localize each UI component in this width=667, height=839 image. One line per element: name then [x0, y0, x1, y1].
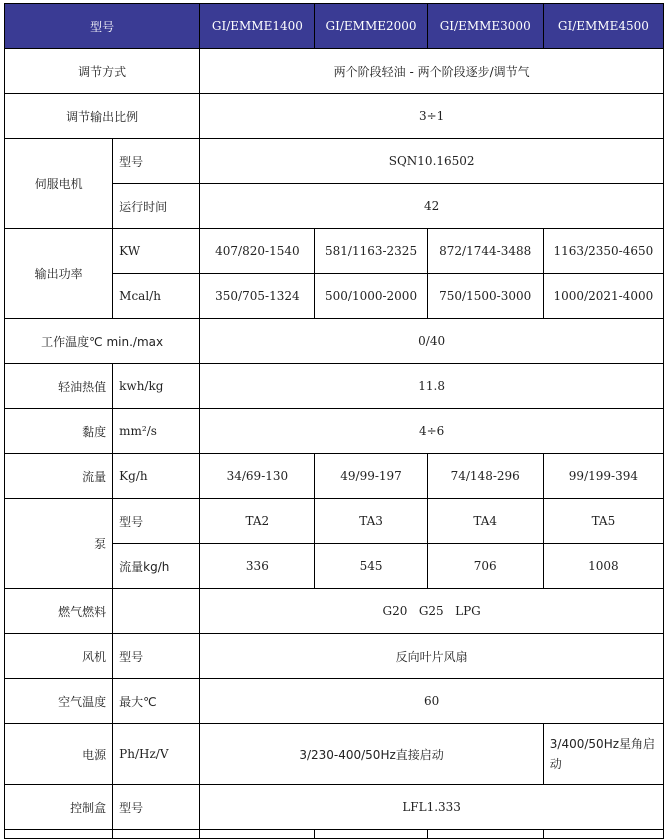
pump-flow-value: 545 — [315, 544, 427, 589]
flow-unit: Kg/h — [113, 454, 200, 499]
pump-model-value: TA5 — [543, 499, 663, 544]
viscosity-label: 黏度 — [5, 409, 113, 454]
viscosity-unit: mm²/s — [113, 409, 200, 454]
air-temp-row — [5, 679, 664, 724]
header-row — [5, 4, 664, 49]
output-kw-row — [5, 229, 664, 274]
flow-value: 74/148-296 — [427, 454, 543, 499]
regulation-mode-row — [5, 49, 664, 94]
power-supply-sub: Ph/Hz/V — [113, 724, 200, 785]
gas-fuel-sub — [113, 589, 200, 634]
output-mcal-label: Mcal/h — [113, 274, 200, 319]
power-supply-row — [5, 724, 664, 785]
header-col-1400: GI/EMME1400 — [200, 4, 315, 49]
output-mcal-value: 350/705-1324 — [200, 274, 315, 319]
fan-row — [5, 634, 664, 679]
gas-fuel-value: G20 G25 LPG — [200, 589, 664, 634]
flow-value: 99/199-394 — [543, 454, 663, 499]
flow-row — [5, 454, 664, 499]
header-col-2000: GI/EMME2000 — [315, 4, 427, 49]
working-temp-row — [5, 319, 664, 364]
oil-heat-unit: kwh/kg — [113, 364, 200, 409]
output-kw-value: 872/1744-3488 — [427, 229, 543, 274]
servo-motor-label: 伺服电机 — [5, 139, 113, 229]
flow-value: 34/69-130 — [200, 454, 315, 499]
working-temp-label: 工作温度℃ min./max — [5, 319, 200, 364]
pump-model-value: TA3 — [315, 499, 427, 544]
header-col-3000: GI/EMME3000 — [427, 4, 543, 49]
pump-model-value: TA4 — [427, 499, 543, 544]
servo-model-row — [5, 139, 664, 184]
output-kw-value: 407/820-1540 — [200, 229, 315, 274]
oil-heat-label: 轻油热值 — [5, 364, 113, 409]
gas-fuel-label: 燃气燃料 — [5, 589, 113, 634]
oil-heat-row — [5, 364, 664, 409]
output-ratio-value: 3÷1 — [200, 94, 664, 139]
air-temp-label: 空气温度 — [5, 679, 113, 724]
control-box-row — [5, 785, 664, 830]
control-box-value: LFL1.333 — [200, 785, 664, 830]
power-supply-label: 电源 — [5, 724, 113, 785]
pump-flow-label: 流量kg/h — [113, 544, 200, 589]
servo-model-label: 型号 — [113, 139, 200, 184]
gas-fuel-row — [5, 589, 664, 634]
output-power-label: 输出功率 — [5, 229, 113, 319]
output-kw-label: KW — [113, 229, 200, 274]
servo-runtime-value: 42 — [200, 184, 664, 229]
control-box-sub: 型号 — [113, 785, 200, 830]
flow-value: 49/99-197 — [315, 454, 427, 499]
fan-sub: 型号 — [113, 634, 200, 679]
pump-model-value: TA2 — [200, 499, 315, 544]
output-mcal-value: 500/1000-2000 — [315, 274, 427, 319]
power-supply-star: 3/400/50Hz星角启动 — [543, 724, 663, 785]
output-kw-value: 1163/2350-4650 — [543, 229, 663, 274]
truncated-cell — [113, 830, 200, 839]
header-col-4500: GI/EMME4500 — [543, 4, 663, 49]
pump-flow-value: 706 — [427, 544, 543, 589]
power-supply-direct: 3/230-400/50Hz直接启动 — [200, 724, 544, 785]
fan-value: 反向叶片风扇 — [200, 634, 664, 679]
control-box-label: 控制盒 — [5, 785, 113, 830]
pump-model-row — [5, 499, 664, 544]
servo-model-value: SQN10.16502 — [200, 139, 664, 184]
pump-flow-value: 1008 — [543, 544, 663, 589]
viscosity-value: 4÷6 — [200, 409, 664, 454]
truncated-cell — [5, 830, 113, 839]
pump-label: 泵 — [5, 499, 113, 589]
regulation-mode-label: 调节方式 — [5, 49, 200, 94]
truncated-cell — [315, 830, 427, 839]
output-mcal-value: 750/1500-3000 — [427, 274, 543, 319]
truncated-cell — [200, 830, 315, 839]
burner-spec-table — [4, 3, 664, 839]
output-mcal-value: 1000/2021-4000 — [543, 274, 663, 319]
output-kw-value: 581/1163-2325 — [315, 229, 427, 274]
truncated-row — [5, 830, 664, 839]
air-temp-value: 60 — [200, 679, 664, 724]
output-ratio-label: 调节输出比例 — [5, 94, 200, 139]
truncated-cell — [427, 830, 543, 839]
air-temp-sub: 最大℃ — [113, 679, 200, 724]
pump-model-label: 型号 — [113, 499, 200, 544]
truncated-cell — [543, 830, 663, 839]
oil-heat-value: 11.8 — [200, 364, 664, 409]
header-model-label: 型号 — [5, 4, 200, 49]
working-temp-value: 0/40 — [200, 319, 664, 364]
servo-runtime-label: 运行时间 — [113, 184, 200, 229]
pump-flow-value: 336 — [200, 544, 315, 589]
flow-label: 流量 — [5, 454, 113, 499]
viscosity-row — [5, 409, 664, 454]
regulation-mode-value: 两个阶段轻油 - 两个阶段逐步/调节气 — [200, 49, 664, 94]
fan-label: 风机 — [5, 634, 113, 679]
output-ratio-row — [5, 94, 664, 139]
